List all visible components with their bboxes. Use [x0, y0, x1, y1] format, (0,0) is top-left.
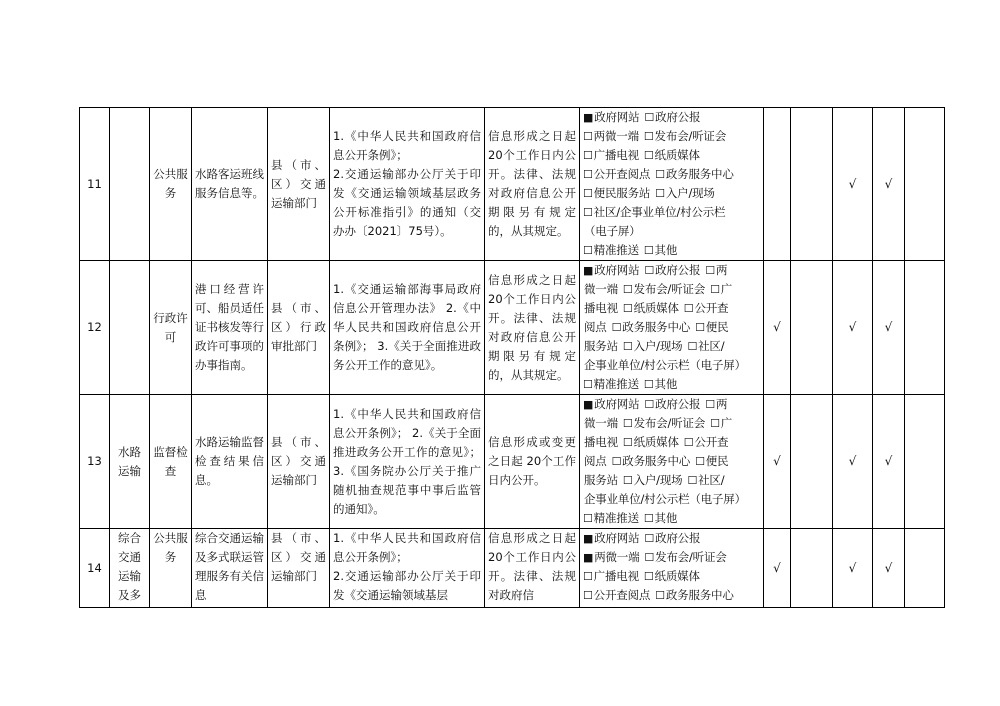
channel-label: 便民 — [705, 454, 729, 468]
disclosure-standard-table — [79, 107, 945, 608]
channel-option — [644, 263, 700, 277]
unchecked-box-icon: ☐ — [583, 512, 593, 525]
channel-label: 社区/ — [698, 473, 725, 487]
basis-line: 1.《交通运输部海事局政府信息公开管理办法》 2.《中华人民共和国政府信息公开条例》； 3.《关于全面推进政务公开工作的意见》。 — [333, 282, 481, 372]
channel-label: 精准推送 — [593, 377, 639, 391]
empty-cell — [905, 395, 945, 529]
channel-label: 其他 — [654, 243, 678, 257]
channel-option — [583, 531, 639, 545]
mark-cell: √ — [764, 529, 791, 608]
unchecked-box-icon: ☐ — [611, 321, 622, 334]
unchecked-box-icon: ☐ — [644, 264, 655, 277]
channel-option — [623, 301, 679, 315]
channel-label: 政府网站 — [594, 531, 640, 545]
mark-cell: √ — [873, 529, 905, 608]
timing-cell — [485, 261, 580, 395]
channel-label: 政务服务中心 — [622, 454, 691, 468]
content-text: 水路运输监督检查结果信息。 — [195, 435, 264, 487]
channel-option — [583, 282, 618, 296]
unchecked-box-icon: ☐ — [687, 474, 698, 487]
timing-text: 信息形成之日起 20个工作日内公开。法律、法规对政府信 — [488, 531, 576, 602]
checked-box-icon: ■ — [583, 264, 594, 277]
channel-label: 便民服务站 — [593, 186, 651, 200]
channel-line — [583, 222, 760, 241]
unchecked-box-icon: ☐ — [622, 436, 633, 449]
channel-label: 服务站 — [584, 339, 618, 353]
empty-cell — [905, 108, 945, 261]
unchecked-box-icon: ☐ — [622, 302, 633, 315]
checked-box-icon: ■ — [583, 551, 594, 564]
channel-option — [710, 416, 732, 430]
table-row — [80, 529, 945, 608]
category-cell — [150, 529, 192, 608]
mark-cell — [791, 108, 833, 261]
unchecked-box-icon: ☐ — [583, 378, 593, 391]
channel-option — [644, 129, 726, 143]
channel-option — [583, 588, 650, 602]
unchecked-box-icon: ☐ — [643, 244, 654, 257]
basis-cell — [330, 261, 485, 395]
channel-label: 发布会/听证会 — [654, 129, 727, 143]
channel-option — [644, 148, 700, 162]
row-number-cell: 11 — [80, 108, 110, 261]
channel-label: 公开查阅点 — [593, 588, 651, 602]
channel-label: 广 — [720, 416, 733, 430]
unchecked-box-icon: ☐ — [622, 283, 633, 296]
category-cell — [150, 261, 192, 395]
channel-line — [583, 241, 760, 260]
channel-option — [684, 435, 729, 449]
channel-label: 政府网站 — [594, 110, 640, 124]
basis-line: 2.交通运输部办公厅关于印发《交通运输领域基层 — [333, 569, 481, 602]
channel-option — [583, 416, 618, 430]
channel-option — [623, 435, 679, 449]
channel-label: 政府公报 — [655, 110, 701, 124]
channel-option — [583, 205, 725, 219]
unchecked-box-icon: ☐ — [622, 340, 633, 353]
channel-cell — [580, 108, 764, 261]
channel-option — [705, 263, 727, 277]
channel-line — [583, 414, 760, 433]
unchecked-box-icon: ☐ — [710, 417, 720, 430]
channel-label: 政府公报 — [655, 397, 701, 411]
unchecked-box-icon: ☐ — [583, 244, 593, 257]
unchecked-box-icon: ☐ — [622, 474, 633, 487]
content-text: 港口经营许可、船员适任证书核发等行政许可事项的办事指南。 — [195, 282, 264, 372]
table-body — [80, 108, 945, 608]
body-text: 县（市、区）交通运输部门 — [271, 435, 326, 487]
channel-option — [583, 550, 639, 564]
channel-label: 纸质媒体 — [654, 569, 700, 583]
domain-text: 综合交通运输及多 — [118, 531, 141, 602]
channel-line — [583, 490, 760, 509]
unchecked-box-icon: ☐ — [643, 378, 654, 391]
channel-option — [583, 339, 618, 353]
unchecked-box-icon: ☐ — [695, 321, 705, 334]
channel-label: 政府网站 — [594, 263, 640, 277]
channel-option — [644, 569, 700, 583]
channel-line — [583, 509, 760, 528]
channel-option — [583, 243, 639, 257]
channel-label: 两 — [715, 263, 728, 277]
mark-cell: √ — [873, 395, 905, 529]
channel-option — [655, 186, 715, 200]
channel-option — [710, 282, 732, 296]
channel-label: 发布会/听证会 — [633, 282, 706, 296]
timing-cell — [485, 108, 580, 261]
responsible-body-cell — [268, 395, 330, 529]
unchecked-box-icon: ☐ — [655, 187, 665, 200]
category-cell — [150, 395, 192, 529]
channel-option — [644, 550, 726, 564]
channel-line — [583, 280, 760, 299]
channel-label: 播电视 — [584, 435, 618, 449]
row-number-cell: 14 — [80, 529, 110, 608]
body-text: 县（市、区）交通运输部门 — [271, 157, 326, 210]
channel-option — [644, 511, 677, 525]
unchecked-box-icon: ☐ — [583, 570, 593, 583]
channel-line — [583, 261, 760, 280]
channel-line — [583, 395, 760, 414]
channel-option — [583, 224, 641, 238]
unchecked-box-icon: ☐ — [583, 149, 593, 162]
channel-cell — [580, 261, 764, 395]
channel-option — [655, 167, 733, 181]
basis-cell — [330, 529, 485, 608]
channel-option — [583, 110, 639, 124]
channel-label: 公开查阅点 — [593, 167, 651, 181]
channel-label: 精准推送 — [593, 511, 639, 525]
channel-line — [583, 433, 760, 452]
unchecked-box-icon: ☐ — [695, 455, 705, 468]
empty-cell — [905, 529, 945, 608]
mark-cell: √ — [833, 108, 873, 261]
channel-label: 微一端 — [584, 416, 618, 430]
channel-option — [644, 397, 700, 411]
mark-cell: √ — [764, 261, 791, 395]
channel-label: 阅点 — [584, 454, 607, 468]
channel-option — [623, 282, 705, 296]
channel-label: 发布会/听证会 — [655, 550, 727, 564]
content-text: 水路客运班线服务信息等。 — [195, 167, 264, 200]
channel-line — [583, 165, 760, 184]
channel-line — [583, 203, 760, 222]
channel-label: 广 — [720, 282, 733, 296]
domain-cell — [110, 529, 150, 608]
channel-option — [612, 320, 690, 334]
basis-line: 1.《中华人民共和国政府信息公开条例》； — [333, 129, 481, 162]
category-cell — [150, 108, 192, 261]
channel-line — [583, 184, 760, 203]
category-text: 公共服务 — [153, 167, 188, 200]
unchecked-box-icon: ☐ — [644, 111, 655, 124]
channel-label: 便民 — [705, 320, 729, 334]
responsible-body-cell — [268, 108, 330, 261]
channel-label: 其他 — [654, 511, 678, 525]
channel-option — [583, 435, 618, 449]
channel-option — [583, 569, 639, 583]
unchecked-box-icon: ☐ — [643, 130, 654, 143]
unchecked-box-icon: ☐ — [644, 398, 655, 411]
channel-option — [583, 301, 618, 315]
checked-box-icon: ■ — [583, 111, 594, 124]
mark-cell: √ — [764, 395, 791, 529]
channel-option — [684, 301, 729, 315]
basis-cell — [330, 395, 485, 529]
unchecked-box-icon: ☐ — [583, 187, 593, 200]
content-cell — [192, 395, 268, 529]
channel-label: 两微一端 — [594, 550, 640, 564]
mark-cell: √ — [873, 261, 905, 395]
content-cell — [192, 108, 268, 261]
channel-line — [583, 452, 760, 471]
empty-cell — [905, 261, 945, 395]
channel-label: （电子屏） — [584, 224, 641, 238]
mark-cell: √ — [833, 261, 873, 395]
table-row — [80, 108, 945, 261]
channel-label: 社区/ — [698, 339, 725, 353]
channel-line — [583, 529, 760, 548]
channel-label: 精准推送 — [593, 243, 639, 257]
channel-label: 广播电视 — [593, 569, 639, 583]
unchecked-box-icon: ☐ — [583, 130, 593, 143]
responsible-body-cell — [268, 261, 330, 395]
channel-option — [623, 416, 705, 430]
channel-label: 政务服务中心 — [665, 167, 734, 181]
unchecked-box-icon: ☐ — [655, 168, 665, 181]
mark-cell: √ — [873, 108, 905, 261]
channel-label: 政务服务中心 — [622, 320, 691, 334]
channel-option — [583, 454, 607, 468]
unchecked-box-icon: ☐ — [611, 455, 622, 468]
unchecked-box-icon: ☐ — [644, 551, 655, 564]
channel-label: 企事业单位/村公示栏（电子屏） — [584, 492, 746, 506]
mark-cell: √ — [833, 395, 873, 529]
content-cell — [192, 261, 268, 395]
unchecked-box-icon: ☐ — [683, 302, 694, 315]
channel-line — [583, 337, 760, 356]
body-text: 县（市、区）行政审批部门 — [271, 301, 326, 353]
channel-option — [583, 320, 607, 334]
channel-cell — [580, 395, 764, 529]
timing-cell — [485, 395, 580, 529]
channel-option — [695, 454, 728, 468]
body-text: 县（市、区）交通运输部门 — [271, 531, 326, 583]
timing-text: 信息形成或变更之日起 20个工作日内公开。 — [488, 435, 576, 487]
channel-line — [583, 318, 760, 337]
unchecked-box-icon: ☐ — [583, 168, 593, 181]
unchecked-box-icon: ☐ — [683, 436, 694, 449]
unchecked-box-icon: ☐ — [710, 283, 720, 296]
channel-option — [644, 531, 700, 545]
unchecked-box-icon: ☐ — [655, 589, 665, 602]
unchecked-box-icon: ☐ — [643, 512, 654, 525]
row-number-cell: 12 — [80, 261, 110, 395]
basis-line: 2.交通运输部办公厅关于印发《交通运输领域基层政务公开标准指引》的通知（交办办〔2021〕75号）。 — [333, 167, 481, 238]
channel-option — [583, 473, 618, 487]
channel-label: 纸质媒体 — [633, 435, 679, 449]
channel-line — [583, 127, 760, 146]
channel-cell — [580, 529, 764, 608]
channel-option — [655, 588, 733, 602]
channel-label: 政府公报 — [655, 531, 701, 545]
channel-option — [644, 243, 677, 257]
mark-cell — [791, 529, 833, 608]
timing-cell — [485, 529, 580, 608]
category-text: 公共服务 — [153, 531, 188, 564]
channel-option — [687, 473, 724, 487]
mark-cell — [791, 395, 833, 529]
content-text: 综合交通运输及多式联运管理服务有关信息 — [195, 531, 264, 602]
channel-line — [583, 356, 760, 375]
responsible-body-cell — [268, 529, 330, 608]
content-cell — [192, 529, 268, 608]
category-text: 监督检查 — [153, 444, 188, 478]
unchecked-box-icon: ☐ — [644, 532, 655, 545]
channel-line — [583, 299, 760, 318]
channel-label: 播电视 — [584, 301, 618, 315]
basis-line: 1.《中华人民共和国政府信息公开条例》； — [333, 531, 481, 564]
channel-line — [583, 567, 760, 586]
channel-option — [695, 320, 728, 334]
channel-option — [687, 339, 724, 353]
domain-cell — [110, 261, 150, 395]
mark-cell: √ — [833, 529, 873, 608]
channel-line — [583, 375, 760, 394]
channel-line — [583, 471, 760, 490]
channel-line — [583, 548, 760, 567]
channel-option — [583, 397, 639, 411]
channel-label: 广播电视 — [593, 148, 639, 162]
unchecked-box-icon: ☐ — [643, 149, 654, 162]
channel-option — [583, 167, 650, 181]
channel-option — [583, 148, 639, 162]
channel-label: 纸质媒体 — [633, 301, 679, 315]
mark-cell — [791, 261, 833, 395]
unchecked-box-icon: ☐ — [583, 206, 593, 219]
unchecked-box-icon: ☐ — [583, 589, 593, 602]
checked-box-icon: ■ — [583, 532, 594, 545]
channel-option — [623, 339, 683, 353]
channel-label: 两 — [715, 397, 728, 411]
mark-cell — [764, 108, 791, 261]
channel-option — [644, 377, 677, 391]
unchecked-box-icon: ☐ — [705, 264, 715, 277]
channel-label: 其他 — [654, 377, 678, 391]
channel-option — [583, 186, 650, 200]
timing-text: 信息形成之日起 20个工作日内公开。法律、法规对政府信息公开期限另有规定的，从其规定。 — [488, 129, 576, 238]
channel-option — [644, 110, 700, 124]
channel-label: 发布会/听证会 — [633, 416, 706, 430]
timing-text: 信息形成之日起 20个工作日内公开。法律、法规对政府信息公开期限另有规定的，从其规定。 — [488, 272, 576, 382]
table-row — [80, 261, 945, 395]
channel-line — [583, 146, 760, 165]
basis-cell — [330, 108, 485, 261]
channel-label: 服务站 — [584, 473, 618, 487]
channel-line — [583, 108, 760, 127]
channel-option — [583, 377, 639, 391]
channel-label: 政府网站 — [594, 397, 640, 411]
unchecked-box-icon: ☐ — [622, 417, 633, 430]
channel-label: 入户/现场 — [633, 339, 683, 353]
channel-option — [612, 454, 690, 468]
channel-option — [583, 129, 639, 143]
channel-label: 社区/企事业单位/村公示栏 — [593, 205, 726, 219]
domain-cell: 水路运输 — [110, 395, 150, 529]
channel-label: 微一端 — [584, 282, 618, 296]
channel-label: 入户/现场 — [665, 186, 715, 200]
channel-label: 政府公报 — [655, 263, 701, 277]
channel-option — [705, 397, 727, 411]
unchecked-box-icon: ☐ — [643, 570, 654, 583]
row-number-cell: 13 — [80, 395, 110, 529]
channel-label: 政务服务中心 — [665, 588, 734, 602]
channel-label: 公开查 — [694, 435, 729, 449]
channel-label: 入户/现场 — [633, 473, 683, 487]
basis-line: 1.《中华人民共和国政府信息公开条例》； 2.《关于全面推进政务公开工作的意见》； 3.《国务院办公厅关于推广随机抽查规范事中事后监管的通知》。 — [333, 406, 481, 516]
channel-label: 两微一端 — [593, 129, 639, 143]
unchecked-box-icon: ☐ — [687, 340, 698, 353]
channel-option — [583, 511, 639, 525]
table-row — [80, 395, 945, 529]
category-text: 行政许可 — [153, 310, 188, 344]
unchecked-box-icon: ☐ — [705, 398, 715, 411]
channel-option — [623, 473, 683, 487]
checked-box-icon: ■ — [583, 398, 594, 411]
channel-label: 阅点 — [584, 320, 607, 334]
channel-line — [583, 586, 760, 605]
channel-option — [583, 492, 746, 506]
domain-cell — [110, 108, 150, 261]
channel-label: 公开查 — [694, 301, 729, 315]
channel-label: 企事业单位/村公示栏（电子屏） — [584, 358, 746, 372]
channel-option — [583, 263, 639, 277]
channel-option — [583, 358, 746, 372]
channel-label: 纸质媒体 — [654, 148, 700, 162]
